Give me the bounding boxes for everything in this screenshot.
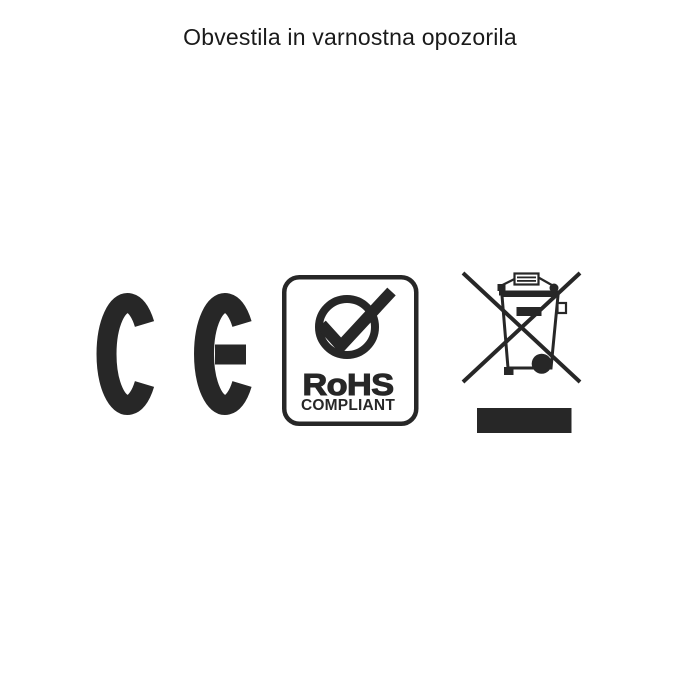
page-title: Obvestila in varnostna opozorila [183, 24, 517, 50]
bin-lid-rim-shape [499, 291, 559, 296]
bin-lid-right-slant-shape [539, 278, 554, 287]
weee-underline-bar-shape [477, 408, 572, 433]
rohs-title: RoHS [302, 367, 394, 402]
weee-crossed-wheelie-bin-icon [458, 266, 588, 438]
bin-lid-handle-stripe-shape [517, 280, 536, 282]
bin-lid-handle-stripe-shape [517, 277, 536, 279]
ce-mark-icon [90, 285, 265, 425]
ce-letter-e-bar-shape [215, 345, 246, 365]
rohs-compliant-badge [280, 272, 422, 430]
rohs-subtitle: COMPLIANT [301, 397, 396, 414]
ce-letter-c-shape [107, 303, 145, 405]
bin-wheel-shape [532, 354, 552, 374]
prohibition-cross-icon [463, 273, 580, 382]
bin-lid-handle-shape [515, 274, 539, 285]
bin-lid-left-slant-shape [502, 279, 515, 286]
bin-foot-shape [504, 367, 514, 375]
bin-body-shape [502, 296, 558, 369]
bin-side-handle-shape [558, 303, 567, 313]
